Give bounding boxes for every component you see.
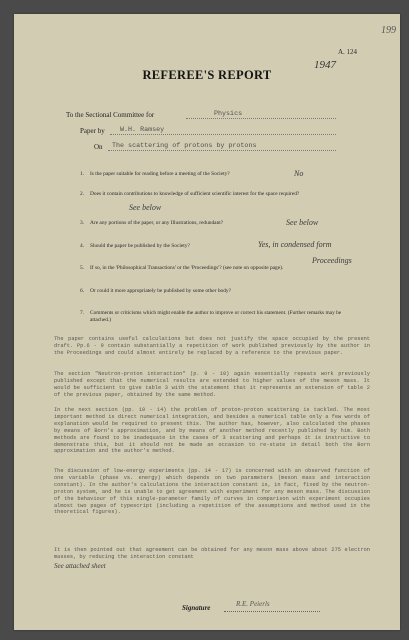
to-committee-label: To the Sectional Committee for	[66, 111, 155, 119]
comment-paragraph: In the next section (pp. 10 - 14) the problem of proton-proton scattering is tackled. The most important method is direct numerical integration, and besides a numerical table only a few words of explanation would be required to present this. The author has, however, also calculated the phases by means of Born's approximation, and by means of another method recently published by him. Both methods are found to be inadequate in the cases of 3 scattering and perhaps it is instructive to demonstrate this, but it should not be made an occasion to re-state in detail both the Born approximation and the author's method.	[54, 407, 370, 455]
handwritten-continuation: See attached sheet	[54, 562, 106, 570]
answer-4: Yes, in condensed form	[258, 240, 332, 249]
paper-by-label: Paper by	[80, 127, 105, 135]
question-7: 7. Comments or criticisms which might enable the author to improve or correct his statement. (Further remarks may be attached.)	[80, 310, 342, 323]
archive-number: 199	[381, 25, 396, 36]
question-6: 6. Or could it more appropriately be published by some other body?	[80, 288, 232, 294]
question-3: 3. Are any portions of the paper, or any Illustrations, redundant?	[80, 220, 224, 226]
question-4: 4. Should the paper be published by the Society?	[80, 243, 190, 249]
comment-paragraph: The discussion of low-energy experiments (pp. 14 - 17) is concerned with an observed function of one variable (phase vs. energy) which depends on two parameters (meson mass and interaction constant). In the author's calculations the interaction constant is, in fact, fixed by the neutron-proton system, and he is unable to get agreement with experiment for any meson mass. The discussion of the behaviour of this single-parameter family of curves in comparison with experiment occupies almost two pages of typescript (including a repetition of the assumptions and method used in the theoretical figures).	[54, 468, 370, 516]
comment-paragraph: It is then pointed out that agreement can be obtained for any meson mass above about 275 electron masses, by reducing the interaction constant	[54, 547, 370, 560]
question-2: 2. Does it contain contributions to knowledge of sufficient scientific interest for the space required?	[80, 191, 300, 197]
paper-by-value: W.H. Ramsey	[120, 126, 165, 134]
answer-3: See below	[286, 218, 319, 227]
on-label: On	[94, 143, 103, 151]
reference-number: A. 124	[338, 48, 358, 56]
signature-value: R.E. Peierls	[236, 600, 270, 608]
answer-5: Proceedings	[312, 256, 352, 265]
paper-by-line	[110, 134, 336, 135]
question-1: 1. Is the paper suitable for reading before a meeting of the Society?	[80, 171, 230, 177]
on-line	[108, 150, 336, 151]
to-committee-value: Physics	[214, 110, 243, 118]
answer-2: See below	[129, 203, 162, 212]
signature-line	[224, 611, 320, 612]
comment-paragraph: The section "Neutron-proton interaction" (p. 9 - 10) again essentially repeats work previously published except that the numerical results are extended to higher values of the meson mass. It would be sufficient to give table 3 with the statement that it represents an extension of table 2 of the previous paper, obtained by the same method.	[54, 371, 370, 398]
answer-1: No	[294, 169, 304, 178]
on-value: The scattering of protons by protons	[112, 142, 257, 150]
comment-paragraph: The paper contains useful calculations but does not justify the space occupied by the present draft. Pp.6 - 9 contain substantially a repetition of work published previously by the author in the Proceedings and could almost entirely be replaced by a reference to the previous paper.	[54, 336, 370, 356]
report-sheet	[14, 14, 400, 630]
question-5: 5. If so, in the 'Philosophical Transactions' or the 'Proceedings'? (see note on opposite page).	[80, 265, 284, 271]
to-committee-line	[186, 118, 336, 119]
year-note: 1947	[314, 59, 336, 71]
signature-label: Signature	[182, 604, 211, 612]
report-title: REFEREE'S REPORT	[142, 68, 272, 82]
